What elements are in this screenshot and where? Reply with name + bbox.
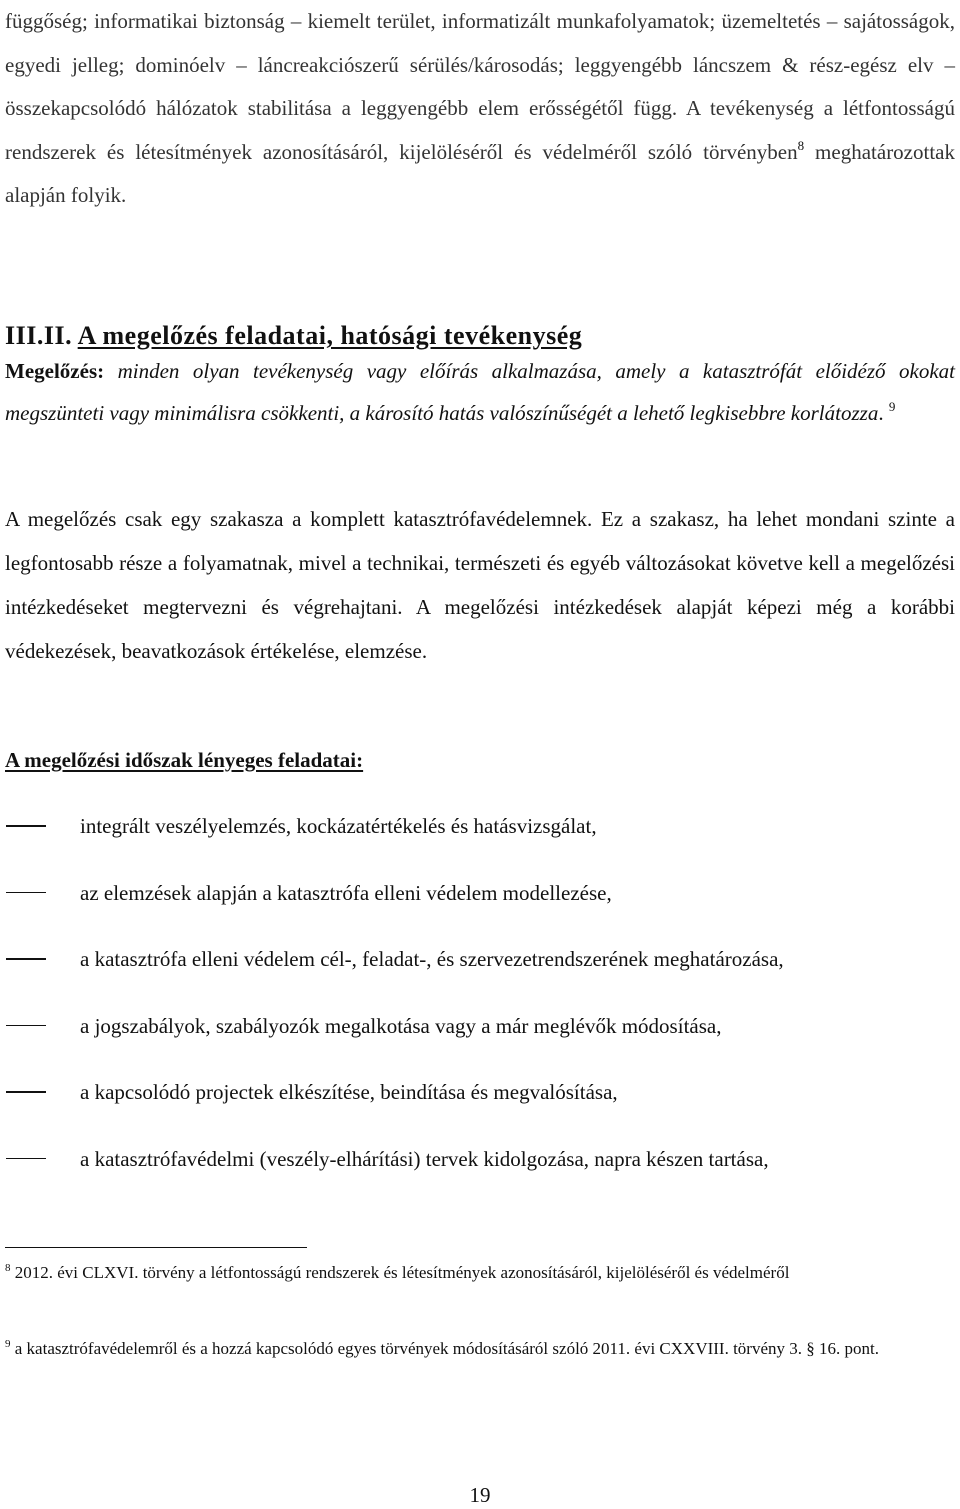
footnote-text: a katasztrófavédelemről és a hozzá kapcsolódó egyes törvények módosításáról szóló 2011. évi CXXVIII. törvény 3. § 16. pont.: [10, 1339, 879, 1358]
footnote-text: 2012. évi CLXVI. törvény a létfontosságú rendszerek és létesítmények azonosításáról, kijelöléséről és védelméről: [10, 1263, 790, 1282]
dash-bullet-icon: [6, 1158, 46, 1160]
definition-end: .: [878, 401, 889, 425]
dash-bullet-icon: [6, 958, 46, 960]
list-item: [0, 872, 960, 939]
list-item-text: az elemzések alapján a katasztrófa elleni védelem modellezése,: [80, 880, 612, 905]
section-number: III.II.: [5, 321, 73, 350]
intro-text-c: meghatározottak alapján folyik.: [5, 139, 955, 207]
footnote-8: [5, 1260, 955, 1286]
dash-bullet-icon: [6, 892, 46, 894]
definition-paragraph: [5, 350, 955, 434]
list-item: [0, 938, 960, 1005]
intro-paragraph: [5, 0, 955, 218]
footnote-number: 8: [5, 1262, 11, 1274]
definition-term: Megelőzés:: [5, 359, 105, 383]
definition-text: minden olyan tevékenység vagy előírás alkalmazása, amely a katasztrófát előidéző okokat megszünteti vagy minimálisra csökkenti, a károsító hatás valószínűségét a lehető legkisebbre korlátozza: [5, 359, 955, 425]
page-number: 19: [469, 1483, 491, 1507]
list-item-text: a katasztrófavédelmi (veszély-elhárítási) tervek kidolgozása, napra készen tartása,: [80, 1146, 769, 1171]
section-title: A megelőzés feladatai, hatósági tevékenység: [77, 321, 583, 350]
list-item-text: integrált veszélyelemzés, kockázatértékelés és hatásvizsgálat,: [80, 814, 597, 838]
list-item-text: a jogszabályok, szabályozók megalkotása vagy a már meglévők módosítása,: [80, 1013, 722, 1038]
tasks-heading: A megelőzési időszak lényeges feladatai:: [5, 748, 364, 772]
footnote-separator: [5, 1247, 307, 1248]
list-item-text: a katasztrófa elleni védelem cél-, feladat-, és szervezetrendszerének meghatározása,: [80, 947, 784, 971]
footnote-9: [5, 1336, 955, 1362]
main-paragraph: A megelőzés csak egy szakasza a komplett katasztrófavédelemnek. Ez a szakasz, ha lehet mondani szinte a legfontosabb része a folyamatnak, mivel a technikai, természeti és egyéb változásokat követve kell a megelőzési intézkedéseket megtervezni és végrehajtani. A megelőzési intézkedések alapját képezi még a korábbi védekezések, beavatkozások értékelése, elemzése.: [5, 507, 955, 663]
dash-bullet-icon: [6, 1025, 46, 1027]
tasks-list: [0, 805, 960, 1204]
dash-bullet-icon: [6, 825, 46, 827]
list-item: [0, 1071, 960, 1138]
dash-bullet-icon: [6, 1091, 46, 1093]
list-item: [0, 1005, 960, 1072]
list-item: [0, 805, 960, 872]
intro-text-a: függőség; informatikai biztonság – kiemelt terület, informatizált munkafolyamatok; üzemeltetés – sajátosságok, egyedi jelleg; dominóelv – láncreakciószerű sérülés/károsodás; leggyengébb láncszem & rész-egész elv – összekapcsolódó hálózatok stabilitása a leggyengébb elem erősségétől függ.: [5, 9, 955, 120]
footnote-ref-8[interactable]: 8: [797, 137, 805, 153]
list-item: [0, 1138, 960, 1205]
footnote-number: 9: [5, 1338, 11, 1350]
list-item-text: a kapcsolódó projectek elkészítése, beindítása és megvalósítása,: [80, 1080, 618, 1104]
intro-text-b: A tevékenység a létfontosságú rendszerek és létesítmények azonosításáról, kijelöléséről és védelméről szóló törvényben: [5, 96, 955, 164]
footnote-ref-9[interactable]: 9: [888, 399, 896, 414]
